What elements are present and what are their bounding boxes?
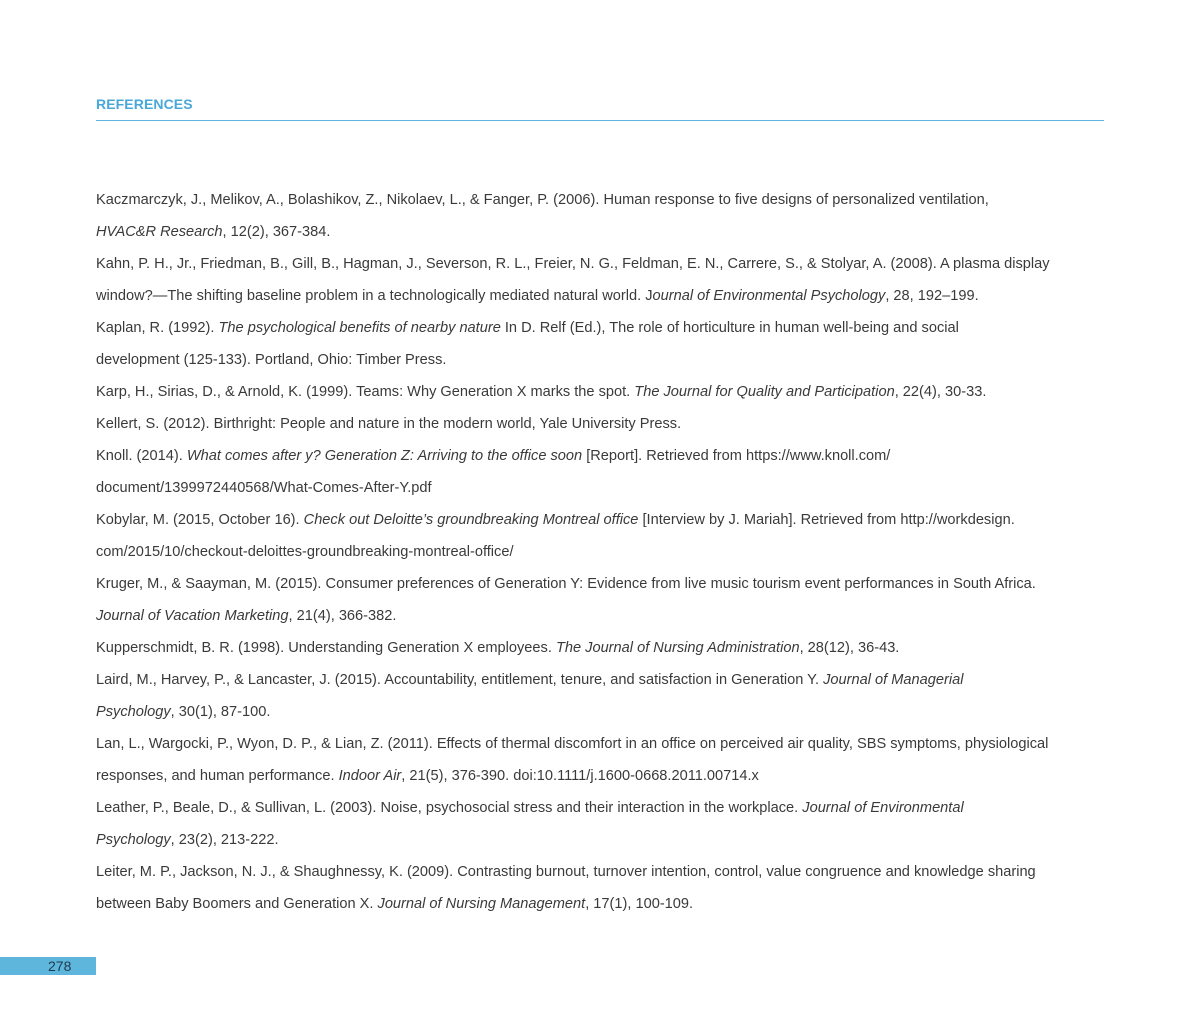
reference-italic-text: Psychology xyxy=(96,832,171,848)
reference-italic-text: Journal of Vacation Marketing xyxy=(96,608,289,624)
reference-entry xyxy=(96,568,1112,632)
reference-text: , 21(4), 366-382. xyxy=(288,608,397,624)
reference-entry xyxy=(96,440,1112,504)
reference-continuation-line xyxy=(96,472,1112,504)
reference-text: Laird, M., Harvey, P., & Lancaster, J. (2015). Accountability, entitlement, tenure, and satisfaction in Generation Y. xyxy=(96,672,824,688)
reference-italic-text: Journal of Environmental xyxy=(802,800,964,816)
reference-first-line xyxy=(96,568,1112,600)
reference-text: Kaczmarczyk, J., Melikov, A., Bolashikov, Z., Nikolaev, L., & Fanger, P. (2006). Human response to five designs of personalized ventilation, xyxy=(96,192,989,208)
reference-continuation-line xyxy=(96,280,1112,312)
reference-entry xyxy=(96,248,1112,312)
reference-first-line xyxy=(96,856,1112,888)
reference-continuation-line xyxy=(96,600,1112,632)
reference-entry xyxy=(96,792,1112,856)
reference-text: , 28(12), 36-43. xyxy=(799,640,900,656)
reference-text: Kaplan, R. (1992). xyxy=(96,320,219,336)
reference-text: Kobylar, M. (2015, October 16). xyxy=(96,512,304,528)
reference-text: between Baby Boomers and Generation X. xyxy=(96,896,378,912)
page-number-bar xyxy=(0,957,96,975)
reference-text: Kellert, S. (2012). Birthright: People and nature in the modern world, Yale University Press. xyxy=(96,416,682,432)
page-number: 278 xyxy=(48,958,72,974)
reference-first-line xyxy=(96,248,1112,280)
reference-first-line xyxy=(96,408,1112,440)
reference-entry xyxy=(96,312,1112,376)
reference-first-line xyxy=(96,728,1112,760)
reference-first-line xyxy=(96,792,1112,824)
reference-first-line xyxy=(96,376,1112,408)
reference-text: Knoll. (2014). xyxy=(96,448,187,464)
page-header xyxy=(96,96,1104,121)
reference-entry xyxy=(96,504,1112,568)
reference-italic-text: The psychological benefits of nearby nature xyxy=(218,320,501,336)
reference-first-line xyxy=(96,664,1112,696)
reference-text: Leiter, M. P., Jackson, N. J., & Shaughnessy, K. (2009). Contrasting burnout, turnover intention, control, value congruence and knowledge sharing xyxy=(96,864,1036,880)
reference-entry xyxy=(96,184,1112,248)
section-title: REFERENCES xyxy=(96,96,193,112)
reference-italic-text: Psychology xyxy=(96,704,171,720)
reference-text: window?—The shifting baseline problem in a technologically mediated natural world. J xyxy=(96,288,653,304)
reference-text: development (125-133). Portland, Ohio: Timber Press. xyxy=(96,352,447,368)
reference-entry xyxy=(96,376,1112,408)
reference-continuation-line xyxy=(96,696,1112,728)
reference-italic-text: Journal of Nursing Management xyxy=(377,896,586,912)
reference-continuation-line xyxy=(96,216,1112,248)
reference-first-line xyxy=(96,312,1112,344)
reference-first-line xyxy=(96,632,1112,664)
reference-text: Kupperschmidt, B. R. (1998). Understanding Generation X employees. xyxy=(96,640,556,656)
reference-italic-text: Indoor Air xyxy=(338,768,402,784)
reference-italic-text: What comes after y? Generation Z: Arriving to the office soon xyxy=(186,448,583,464)
reference-text: Kahn, P. H., Jr., Friedman, B., Gill, B., Hagman, J., Severson, R. L., Freier, N. G., Feldman, E. N., Carrere, S., & Stolyar, A. (2008). A plasma display xyxy=(96,256,1050,272)
reference-text: [Interview by J. Mariah]. Retrieved from http://workdesign. xyxy=(638,512,1015,528)
reference-continuation-line xyxy=(96,344,1112,376)
reference-text: , 30(1), 87-100. xyxy=(170,704,271,720)
reference-first-line xyxy=(96,184,1112,216)
reference-text: Lan, L., Wargocki, P., Wyon, D. P., & Lian, Z. (2011). Effects of thermal discomfort in an office on perceived air quality, SBS symptoms, physiological xyxy=(96,736,1049,752)
reference-continuation-line xyxy=(96,536,1112,568)
reference-text: In D. Relf (Ed.), The role of horticulture in human well-being and social xyxy=(500,320,959,336)
reference-entry xyxy=(96,856,1112,920)
reference-entry xyxy=(96,632,1112,664)
reference-text: Leather, P., Beale, D., & Sullivan, L. (2003). Noise, psychosocial stress and their interaction in the workplace. xyxy=(96,800,803,816)
reference-continuation-line xyxy=(96,760,1112,792)
reference-text: , 21(5), 376-390. doi:10.1111/j.1600-0668.2011.00714.x xyxy=(401,768,759,784)
reference-text: document/1399972440568/What-Comes-After-Y.pdf xyxy=(96,480,432,496)
reference-entry xyxy=(96,728,1112,792)
reference-continuation-line xyxy=(96,888,1112,920)
reference-italic-text: The Journal for Quality and Participation xyxy=(634,384,895,400)
reference-first-line xyxy=(96,504,1112,536)
reference-text: com/2015/10/checkout-deloittes-groundbreaking-montreal-office/ xyxy=(96,544,514,560)
reference-text: , 28, 192–199. xyxy=(885,288,979,304)
reference-italic-text: ournal of Environmental Psychology xyxy=(652,288,886,304)
reference-text: Karp, H., Sirias, D., & Arnold, K. (1999). Teams: Why Generation X marks the spot. xyxy=(96,384,635,400)
reference-italic-text: Journal of Managerial xyxy=(823,672,964,688)
reference-text: , 23(2), 213-222. xyxy=(170,832,279,848)
reference-text: [Report]. Retrieved from https://www.knoll.com/ xyxy=(582,448,891,464)
reference-first-line xyxy=(96,440,1112,472)
reference-text: , 22(4), 30-33. xyxy=(894,384,987,400)
reference-text: , 12(2), 367-384. xyxy=(222,224,331,240)
reference-text: , 17(1), 100-109. xyxy=(585,896,694,912)
reference-text: responses, and human performance. xyxy=(96,768,339,784)
reference-text: Kruger, M., & Saayman, M. (2015). Consumer preferences of Generation Y: Evidence from live music tourism event performances in South Africa. xyxy=(96,576,1036,592)
reference-italic-text: Check out Deloitte’s groundbreaking Montreal office xyxy=(303,512,639,528)
reference-entry xyxy=(96,408,1112,440)
reference-entry xyxy=(96,664,1112,728)
reference-continuation-line xyxy=(96,824,1112,856)
reference-list xyxy=(96,184,1112,920)
reference-italic-text: HVAC&R Research xyxy=(96,224,223,240)
reference-italic-text: The Journal of Nursing Administration xyxy=(555,640,800,656)
